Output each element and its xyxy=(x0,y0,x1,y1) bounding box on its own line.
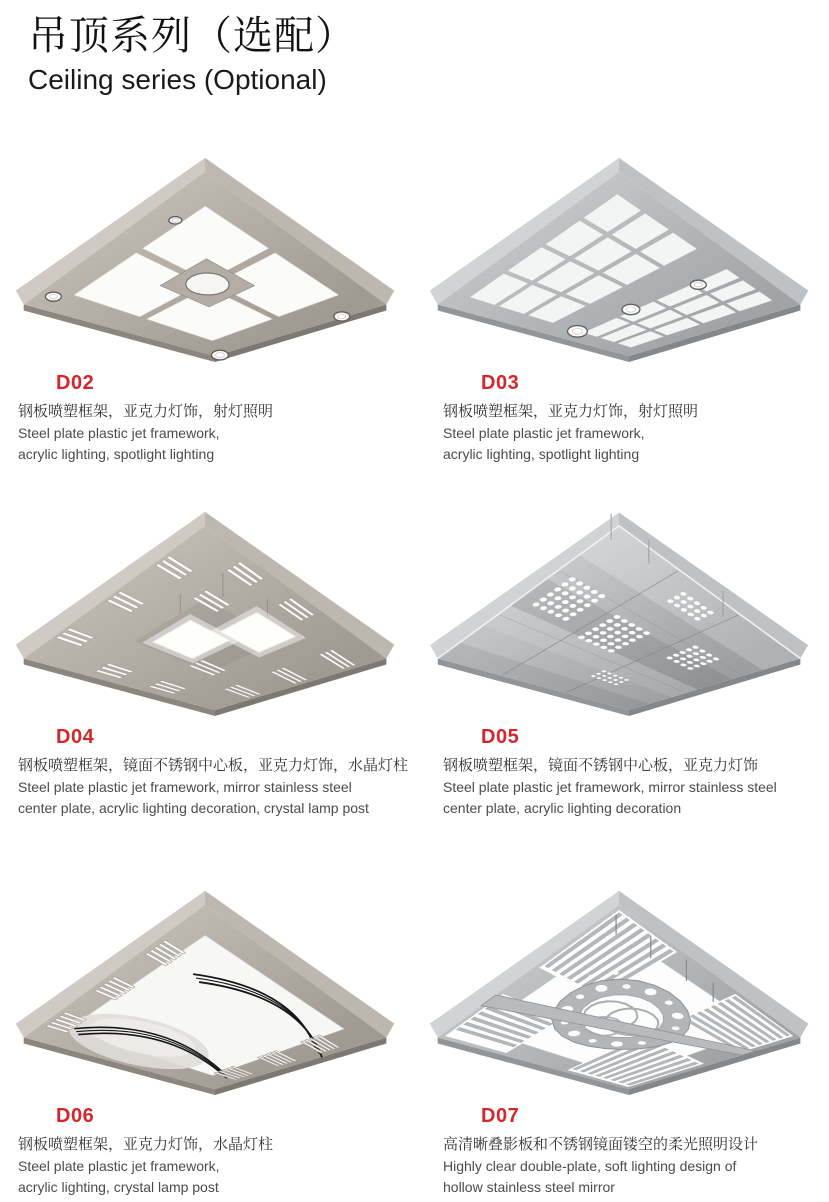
product-code: D04 xyxy=(56,726,95,748)
page-title-english: Ceiling series (Optional) xyxy=(28,64,327,95)
product-desc-en-line1: Steel plate plastic jet framework, xyxy=(443,425,645,441)
product-code: D03 xyxy=(481,372,520,394)
product-card-d05 xyxy=(424,500,826,818)
ceiling-render-d07 xyxy=(424,879,824,1097)
product-code: D02 xyxy=(56,372,95,394)
product-card-d06 xyxy=(10,879,412,1197)
product-desc-en-line1: Steel plate plastic jet framework, xyxy=(18,1158,220,1174)
ceiling-render-d02 xyxy=(10,146,410,364)
product-desc-en-line2: hollow stainless steel mirror xyxy=(443,1179,615,1196)
product-desc-en-line1: Steel plate plastic jet framework, mirror stainless steel xyxy=(443,779,777,795)
product-desc-zh: 钢板喷塑框架，镜面不锈钢中心板，亚克力灯饰，水晶灯柱 xyxy=(18,757,409,774)
ceiling-render-d03 xyxy=(424,146,824,364)
product-desc-en-line2: center plate, acrylic lighting decoration, crystal lamp post xyxy=(18,800,369,817)
product-desc-zh: 钢板喷塑框架，亚克力灯饰，射灯照明 xyxy=(443,403,699,420)
product-desc-en-line2: center plate, acrylic lighting decoration xyxy=(443,800,682,817)
product-code: D05 xyxy=(481,726,520,748)
product-desc-en-line2: acrylic lighting, spotlight lighting xyxy=(18,446,215,463)
product-card-d02 xyxy=(10,146,412,464)
product-code: D06 xyxy=(56,1105,95,1127)
product-desc-en-line2: acrylic lighting, crystal lamp post xyxy=(18,1179,219,1196)
product-card-d04 xyxy=(10,500,412,818)
product-desc-en-line2: acrylic lighting, spotlight lighting xyxy=(443,446,640,463)
product-desc-en-line1: Steel plate plastic jet framework, mirror stainless steel xyxy=(18,779,352,795)
ceiling-render-d04 xyxy=(10,500,410,718)
ceiling-render-d06 xyxy=(10,879,410,1097)
product-desc-zh: 钢板喷塑框架，亚克力灯饰，射灯照明 xyxy=(18,403,274,420)
page-title-chinese: 吊顶系列（选配） xyxy=(28,14,356,58)
product-desc-zh: 钢板喷塑框架，亚克力灯饰，水晶灯柱 xyxy=(18,1136,274,1153)
product-card-d07 xyxy=(424,879,826,1197)
product-card-d03 xyxy=(424,146,826,464)
product-desc-en-line1: Steel plate plastic jet framework, xyxy=(18,425,220,441)
product-desc-en-line1: Highly clear double-plate, soft lighting design of xyxy=(443,1158,737,1174)
product-code: D07 xyxy=(481,1105,520,1127)
product-desc-zh: 钢板喷塑框架，镜面不锈钢中心板，亚克力灯饰 xyxy=(443,757,759,774)
product-desc-zh: 高清晰叠影板和不锈钢镜面镂空的柔光照明设计 xyxy=(443,1136,759,1153)
page-header xyxy=(28,14,356,96)
ceiling-render-d05 xyxy=(424,500,824,718)
